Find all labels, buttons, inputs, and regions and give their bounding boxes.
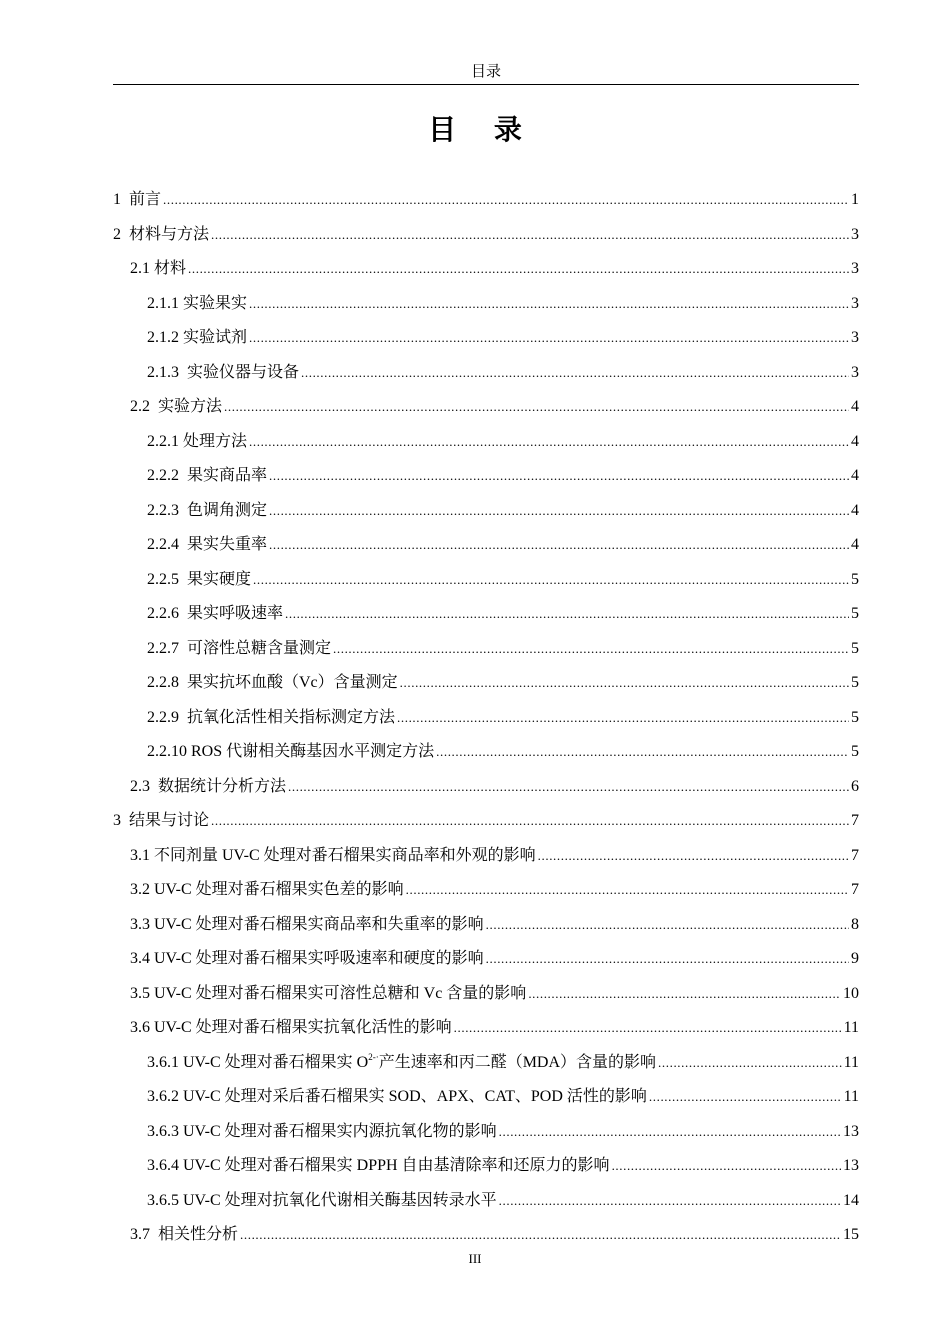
- toc-entry[interactable]: [147, 494, 859, 528]
- toc-page-number: 4: [851, 432, 859, 450]
- toc-entry[interactable]: [130, 942, 859, 976]
- toc-entry[interactable]: [147, 666, 859, 700]
- toc-entry[interactable]: [147, 459, 859, 493]
- toc-page-number: 15: [843, 1226, 859, 1243]
- toc-leader: [269, 494, 849, 528]
- toc-leader: [538, 839, 849, 873]
- toc-entry[interactable]: [130, 390, 859, 424]
- toc-leader: [163, 183, 849, 217]
- toc-entry-label: 2.2.9 抗氧化活性相关指标测定方法: [147, 708, 396, 726]
- toc-page-number: 11: [843, 1088, 859, 1105]
- toc-entry-label: 2.2.4 果实失重率: [147, 536, 268, 553]
- toc-page-number: 8: [851, 915, 859, 933]
- toc-page-number: 7: [851, 846, 859, 864]
- toc-entry-label: 2 材料与方法: [113, 225, 210, 243]
- toc-leader: [188, 252, 849, 286]
- toc-entry-label: 3.6 UV-C 处理对番石榴果实抗氧化活性的影响: [130, 1019, 452, 1036]
- toc-leader: [240, 1218, 841, 1252]
- toc-leader: [612, 1149, 841, 1183]
- toc-entry-label: 2.3 数据统计分析方法: [130, 777, 287, 795]
- toc-entry[interactable]: [147, 1080, 859, 1114]
- toc-page-number: 1: [851, 191, 859, 208]
- toc-entry[interactable]: [130, 873, 859, 907]
- toc-leader: [285, 597, 849, 631]
- toc-page-number: 13: [843, 1157, 859, 1174]
- toc-entry-label: 3.6.5 UV-C 处理对抗氧化代谢相关酶基因转录水平: [147, 1191, 497, 1209]
- toc-leader: [406, 873, 849, 907]
- toc-entry[interactable]: [147, 425, 859, 459]
- toc-leader: [499, 1115, 841, 1149]
- toc-entry[interactable]: [147, 701, 859, 735]
- toc-leader: [486, 942, 849, 976]
- toc-entry-label: 2.2 实验方法: [130, 398, 223, 415]
- toc-leader: [400, 666, 849, 700]
- toc-leader: [253, 563, 849, 597]
- toc-leader: [288, 770, 849, 804]
- toc-entry-label: 3.6.2 UV-C 处理对采后番石榴果实 SOD、APX、CAT、POD 活性的影响: [147, 1088, 647, 1105]
- toc-page-number: 5: [851, 570, 859, 588]
- toc-entry[interactable]: [147, 528, 859, 562]
- toc-entry-label: 2.1.2 实验试剂: [147, 329, 248, 346]
- toc-page-number: 4: [851, 536, 859, 553]
- toc-entry[interactable]: [130, 770, 859, 804]
- toc-leader: [249, 425, 849, 459]
- toc-page-number: 11: [843, 1019, 859, 1036]
- toc-page-number: 3: [851, 294, 859, 312]
- toc-page-number: 4: [851, 398, 859, 415]
- toc-page-number: 14: [843, 1191, 859, 1209]
- toc-entry-label: [147, 1046, 656, 1080]
- toc-page-number: 3: [851, 329, 859, 346]
- toc-leader: [436, 735, 849, 769]
- toc-entry[interactable]: [147, 356, 859, 390]
- toc-entry[interactable]: [147, 597, 859, 631]
- toc-entry-label: 3.2 UV-C 处理对番石榴果实色差的影响: [130, 881, 404, 898]
- toc-entry[interactable]: [147, 321, 859, 355]
- toc-entry[interactable]: [147, 1046, 859, 1080]
- toc-entry[interactable]: [130, 1011, 859, 1045]
- toc-page-number: 7: [851, 881, 859, 898]
- toc-entry[interactable]: [147, 563, 859, 597]
- toc-page-number: 9: [851, 950, 859, 967]
- toc-entry-label: 3.3 UV-C 处理对番石榴果实商品率和失重率的影响: [130, 915, 484, 933]
- toc-entry[interactable]: [147, 1184, 859, 1218]
- toc-entry[interactable]: [130, 252, 859, 286]
- toc-entry-label: 2.2.10 ROS 代谢相关酶基因水平测定方法: [147, 743, 435, 760]
- toc-leader: [269, 459, 849, 493]
- toc-leader: [528, 977, 841, 1011]
- toc-entry-label: 3.4 UV-C 处理对番石榴果实呼吸速率和硬度的影响: [130, 950, 484, 967]
- toc-entry-label: 2.2.5 果实硬度: [147, 570, 252, 588]
- toc-entry-label: 2.2.8 果实抗坏血酸（Vc）含量测定: [147, 674, 398, 691]
- toc-entry-label: 2.2.3 色调角测定: [147, 501, 268, 519]
- toc-page-number: 3: [851, 363, 859, 381]
- toc-title: 目 录: [428, 113, 536, 146]
- toc-page-number: 4: [851, 501, 859, 519]
- toc-leader: [211, 218, 849, 252]
- toc-entry-label: 2.2.2 果实商品率: [147, 467, 268, 484]
- toc-entry[interactable]: [147, 632, 859, 666]
- toc-entry-label: 2.1.3 实验仪器与设备: [147, 363, 300, 381]
- toc-leader: [211, 804, 849, 838]
- toc-leader: [649, 1080, 842, 1114]
- toc-entry[interactable]: [130, 977, 859, 1011]
- toc-entry-label: 2.1.1 实验果实: [147, 294, 248, 312]
- toc-entry-label: 3.1 不同剂量 UV-C 处理对番石榴果实商品率和外观的影响: [130, 846, 536, 864]
- toc-entry[interactable]: [147, 735, 859, 769]
- toc-entry[interactable]: [130, 908, 859, 942]
- superoxide-superscript: 2-·: [368, 1051, 379, 1062]
- toc-leader: [301, 356, 849, 390]
- toc-entry[interactable]: [113, 218, 859, 252]
- toc-page-number: 5: [851, 605, 859, 622]
- toc-leader: [333, 632, 849, 666]
- toc-entry[interactable]: [130, 1218, 859, 1252]
- toc-entry-label: 2.1 材料: [130, 260, 187, 277]
- toc-leader: [269, 528, 849, 562]
- toc-entry-label: 3.7 相关性分析: [130, 1226, 239, 1243]
- toc-page-number: 5: [851, 639, 859, 657]
- toc-page-number: 3: [851, 225, 859, 243]
- running-header: 目录: [470, 64, 501, 80]
- toc-entry[interactable]: [113, 183, 859, 217]
- toc-leader: [499, 1184, 841, 1218]
- toc-page-number: 5: [851, 674, 859, 691]
- toc-entry-label-part: 产生速率和丙二醛（MDA）含量的影响: [378, 1053, 657, 1071]
- toc-page-number: 5: [851, 708, 859, 726]
- toc-page-number: 7: [851, 812, 859, 829]
- toc-leader: [249, 287, 849, 321]
- toc-leader: [486, 908, 849, 942]
- page-number: III: [468, 1251, 482, 1266]
- toc-entry-label: 1 前言: [113, 191, 162, 208]
- toc-entry-label: 3.5 UV-C 处理对番石榴果实可溶性总糖和 Vc 含量的影响: [130, 984, 527, 1002]
- toc-entry-label: 2.2.1 处理方法: [147, 432, 248, 450]
- toc-entry[interactable]: [147, 1149, 859, 1183]
- toc-entry[interactable]: [147, 1115, 859, 1149]
- toc-entry-label: 3 结果与讨论: [113, 812, 210, 829]
- toc-leader: [224, 390, 849, 424]
- toc-entry[interactable]: [147, 287, 859, 321]
- toc-leader: [397, 701, 849, 735]
- toc-entry-label: 3.6.4 UV-C 处理对番石榴果实 DPPH 自由基清除率和还原力的影响: [147, 1157, 610, 1174]
- toc-page-number: 6: [851, 777, 859, 795]
- toc-page-number: 10: [843, 984, 859, 1002]
- toc-page-number: 3: [851, 260, 859, 277]
- toc-entry[interactable]: [113, 804, 859, 838]
- toc-entry-label-part: 3.6.1 UV-C 处理对番石榴果实 O: [147, 1053, 369, 1071]
- toc-leader: [249, 321, 849, 355]
- header-rule: [113, 84, 859, 85]
- toc-page-number: 4: [851, 467, 859, 484]
- toc-entry-label: 2.2.6 果实呼吸速率: [147, 605, 284, 622]
- toc-entry-label: 2.2.7 可溶性总糖含量测定: [147, 639, 332, 657]
- toc-page-number: 13: [843, 1122, 859, 1140]
- toc-leader: [454, 1011, 842, 1045]
- toc-leader: [658, 1046, 842, 1080]
- toc-entry[interactable]: [130, 839, 859, 873]
- toc-entry-label: 3.6.3 UV-C 处理对番石榴果实内源抗氧化物的影响: [147, 1122, 497, 1140]
- toc-page-number: 11: [843, 1053, 859, 1071]
- toc-page-number: 5: [851, 743, 859, 760]
